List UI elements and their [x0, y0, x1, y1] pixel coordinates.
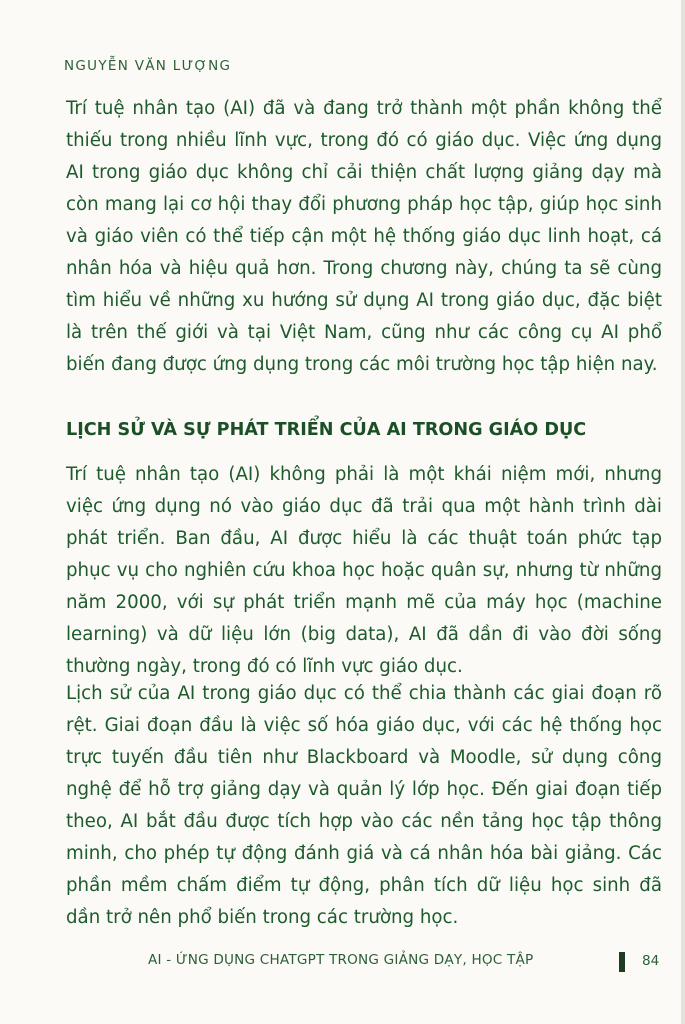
running-head-author: NGUYỄN VĂN LƯỢNG — [64, 58, 232, 74]
section-heading: LỊCH SỬ VÀ SỰ PHÁT TRIỂN CỦA AI TRONG GIÁO DỤC — [66, 420, 587, 440]
page-footer — [0, 952, 685, 974]
footer-book-title: AI - ỨNG DỤNG CHATGPT TRONG GIẢNG DẠY, HỌC TẬP — [148, 952, 534, 968]
paragraph-history: Trí tuệ nhân tạo (AI) không phải là một khái niệm mới, nhưng việc ứng dụng nó vào giáo dục đã trải qua một hành trình dài phát triển. Ban đầu, AI được hiểu là các thuật toán phức tạp phục vụ cho nghiên cứu khoa học hoặc quân sự, nhưng từ những năm 2000, với sự phát triển mạnh mẽ của máy học (machine learning) và dữ liệu lớn (big data), AI đã dần đi vào đời sống thường ngày, trong đó có lĩnh vực giáo dục. — [66, 464, 662, 677]
page-edge — [681, 0, 685, 1024]
paragraph-stages: Lịch sử của AI trong giáo dục có thể chia thành các giai đoạn rõ rệt. Giai đoạn đầu là việc số hóa giáo dục, với các hệ thống học trực tuyến đầu tiên như Blackboard và Moodle, sử dụng công nghệ để hỗ trợ giảng dạy và quản lý lớp học. Đến giai đoạn tiếp theo, AI bắt đầu được tích hợp vào các nền tảng học tập thông minh, cho phép tự động đánh giá và cá nhân hóa bài giảng. Các phần mềm chấm điểm tự động, phân tích dữ liệu học sinh đã dần trở nên phổ biến trong các trường học. — [66, 683, 662, 928]
footer-bar-mark — [619, 952, 625, 972]
paragraph-intro: Trí tuệ nhân tạo (AI) đã và đang trở thành một phần không thể thiếu trong nhiều lĩnh vực, trong đó có giáo dục. Việc ứng dụng AI trong giáo dục không chỉ cải thiện chất lượng giảng dạy mà còn mang lại cơ hội thay đổi phương pháp học tập, giúp học sinh và giáo viên có thể tiếp cận một hệ thống giáo dục linh hoạt, cá nhân hóa và hiệu quả hơn. Trong chương này, chúng ta sẽ cùng tìm hiểu về những xu hướng sử dụng AI trong giáo dục, đặc biệt là trên thế giới và tại Việt Nam, cũng như các công cụ AI phổ biến đang được ứng dụng trong các môi trường học tập hiện nay. — [66, 98, 662, 375]
page-number: 84 — [642, 953, 660, 969]
